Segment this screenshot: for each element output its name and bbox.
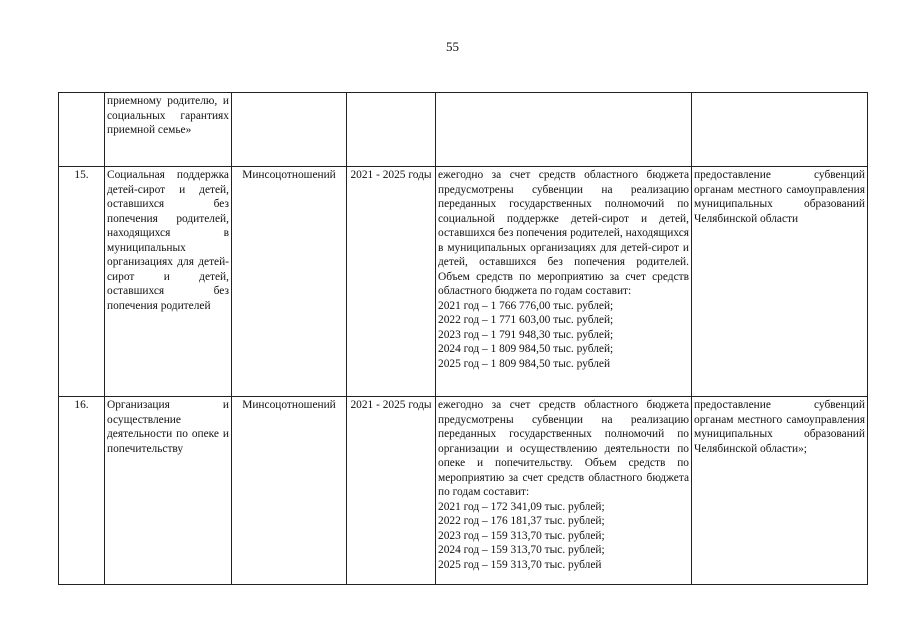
table-row — [59, 167, 868, 397]
funding-year-line: 2023 год – 159 313,70 тыс. рублей; — [438, 529, 605, 542]
period: 2021 - 2025 годы — [347, 167, 436, 397]
period — [347, 93, 436, 167]
funding-cell — [436, 167, 692, 397]
result: предоставление субвенций органам местного самоуправления муниципальных образований Челябинской области»; — [692, 397, 868, 585]
funding-cell — [436, 397, 692, 585]
executor: Минсоцотношений — [232, 397, 347, 585]
funding-year-line: 2024 год – 1 809 984,50 тыс. рублей; — [438, 343, 614, 355]
executor: Минсоцотношений — [232, 167, 347, 397]
measure-name: Организация и осуществление деятельности по опеке и попечительству — [105, 397, 232, 585]
funding-cell — [436, 93, 692, 167]
funding-description: ежегодно за счет средств областного бюджета предусмотрены субвенции на реализацию переданных государственных полномочий по социальной поддержке детей-сирот и детей, оставшихся без попечения родителей, находящихся в муниципальных организациях для детей-сирот и детей, оставшихся без попечения родителей. Объем средств по мероприятию за счет средств областного бюджета по годам составит: — [438, 169, 689, 297]
funding-year-line: 2022 год – 1 771 603,00 тыс. рублей; — [438, 314, 614, 326]
executor — [232, 93, 347, 167]
measure-name: приемному родителю, и социальных гарантиях приемной семье» — [105, 93, 232, 167]
funding-year-line: 2025 год – 159 313,70 тыс. рублей — [438, 558, 602, 571]
funding-year-line: 2025 год – 1 809 984,50 тыс. рублей — [438, 357, 611, 370]
row-number: 16. — [59, 397, 105, 585]
table-row — [59, 397, 868, 585]
result — [692, 93, 868, 167]
funding-year-line: 2022 год – 176 181,37 тыс. рублей; — [438, 515, 605, 527]
page-number: 55 — [446, 39, 459, 54]
row-number — [59, 93, 105, 167]
funding-year-line: 2023 год – 1 791 948,30 тыс. рублей; — [438, 328, 614, 341]
row-number: 15. — [59, 167, 105, 397]
measures-table — [58, 92, 868, 585]
funding-year-line: 2021 год – 1 766 776,00 тыс. рублей; — [438, 299, 614, 312]
result: предоставление субвенций органам местного самоуправления муниципальных образований Челябинской области — [692, 167, 868, 397]
table-row — [59, 93, 868, 167]
funding-year-line: 2024 год – 159 313,70 тыс. рублей; — [438, 544, 605, 556]
period: 2021 - 2025 годы — [347, 397, 436, 585]
funding-description: ежегодно за счет средств областного бюджета предусмотрены субвенции на реализацию переданных государственных полномочий по организации и осуществлению деятельности по опеке и попечительству. Объем средств по мероприятию за счет средств областного бюджета по годам составит: — [438, 399, 689, 498]
measure-name: Социальная поддержка детей-сирот и детей, оставшихся без попечения родителей, находящихся в муниципальных организациях для детей-сирот и детей, оставшихся без попечения родителей — [105, 167, 232, 397]
funding-year-line: 2021 год – 172 341,09 тыс. рублей; — [438, 500, 605, 513]
